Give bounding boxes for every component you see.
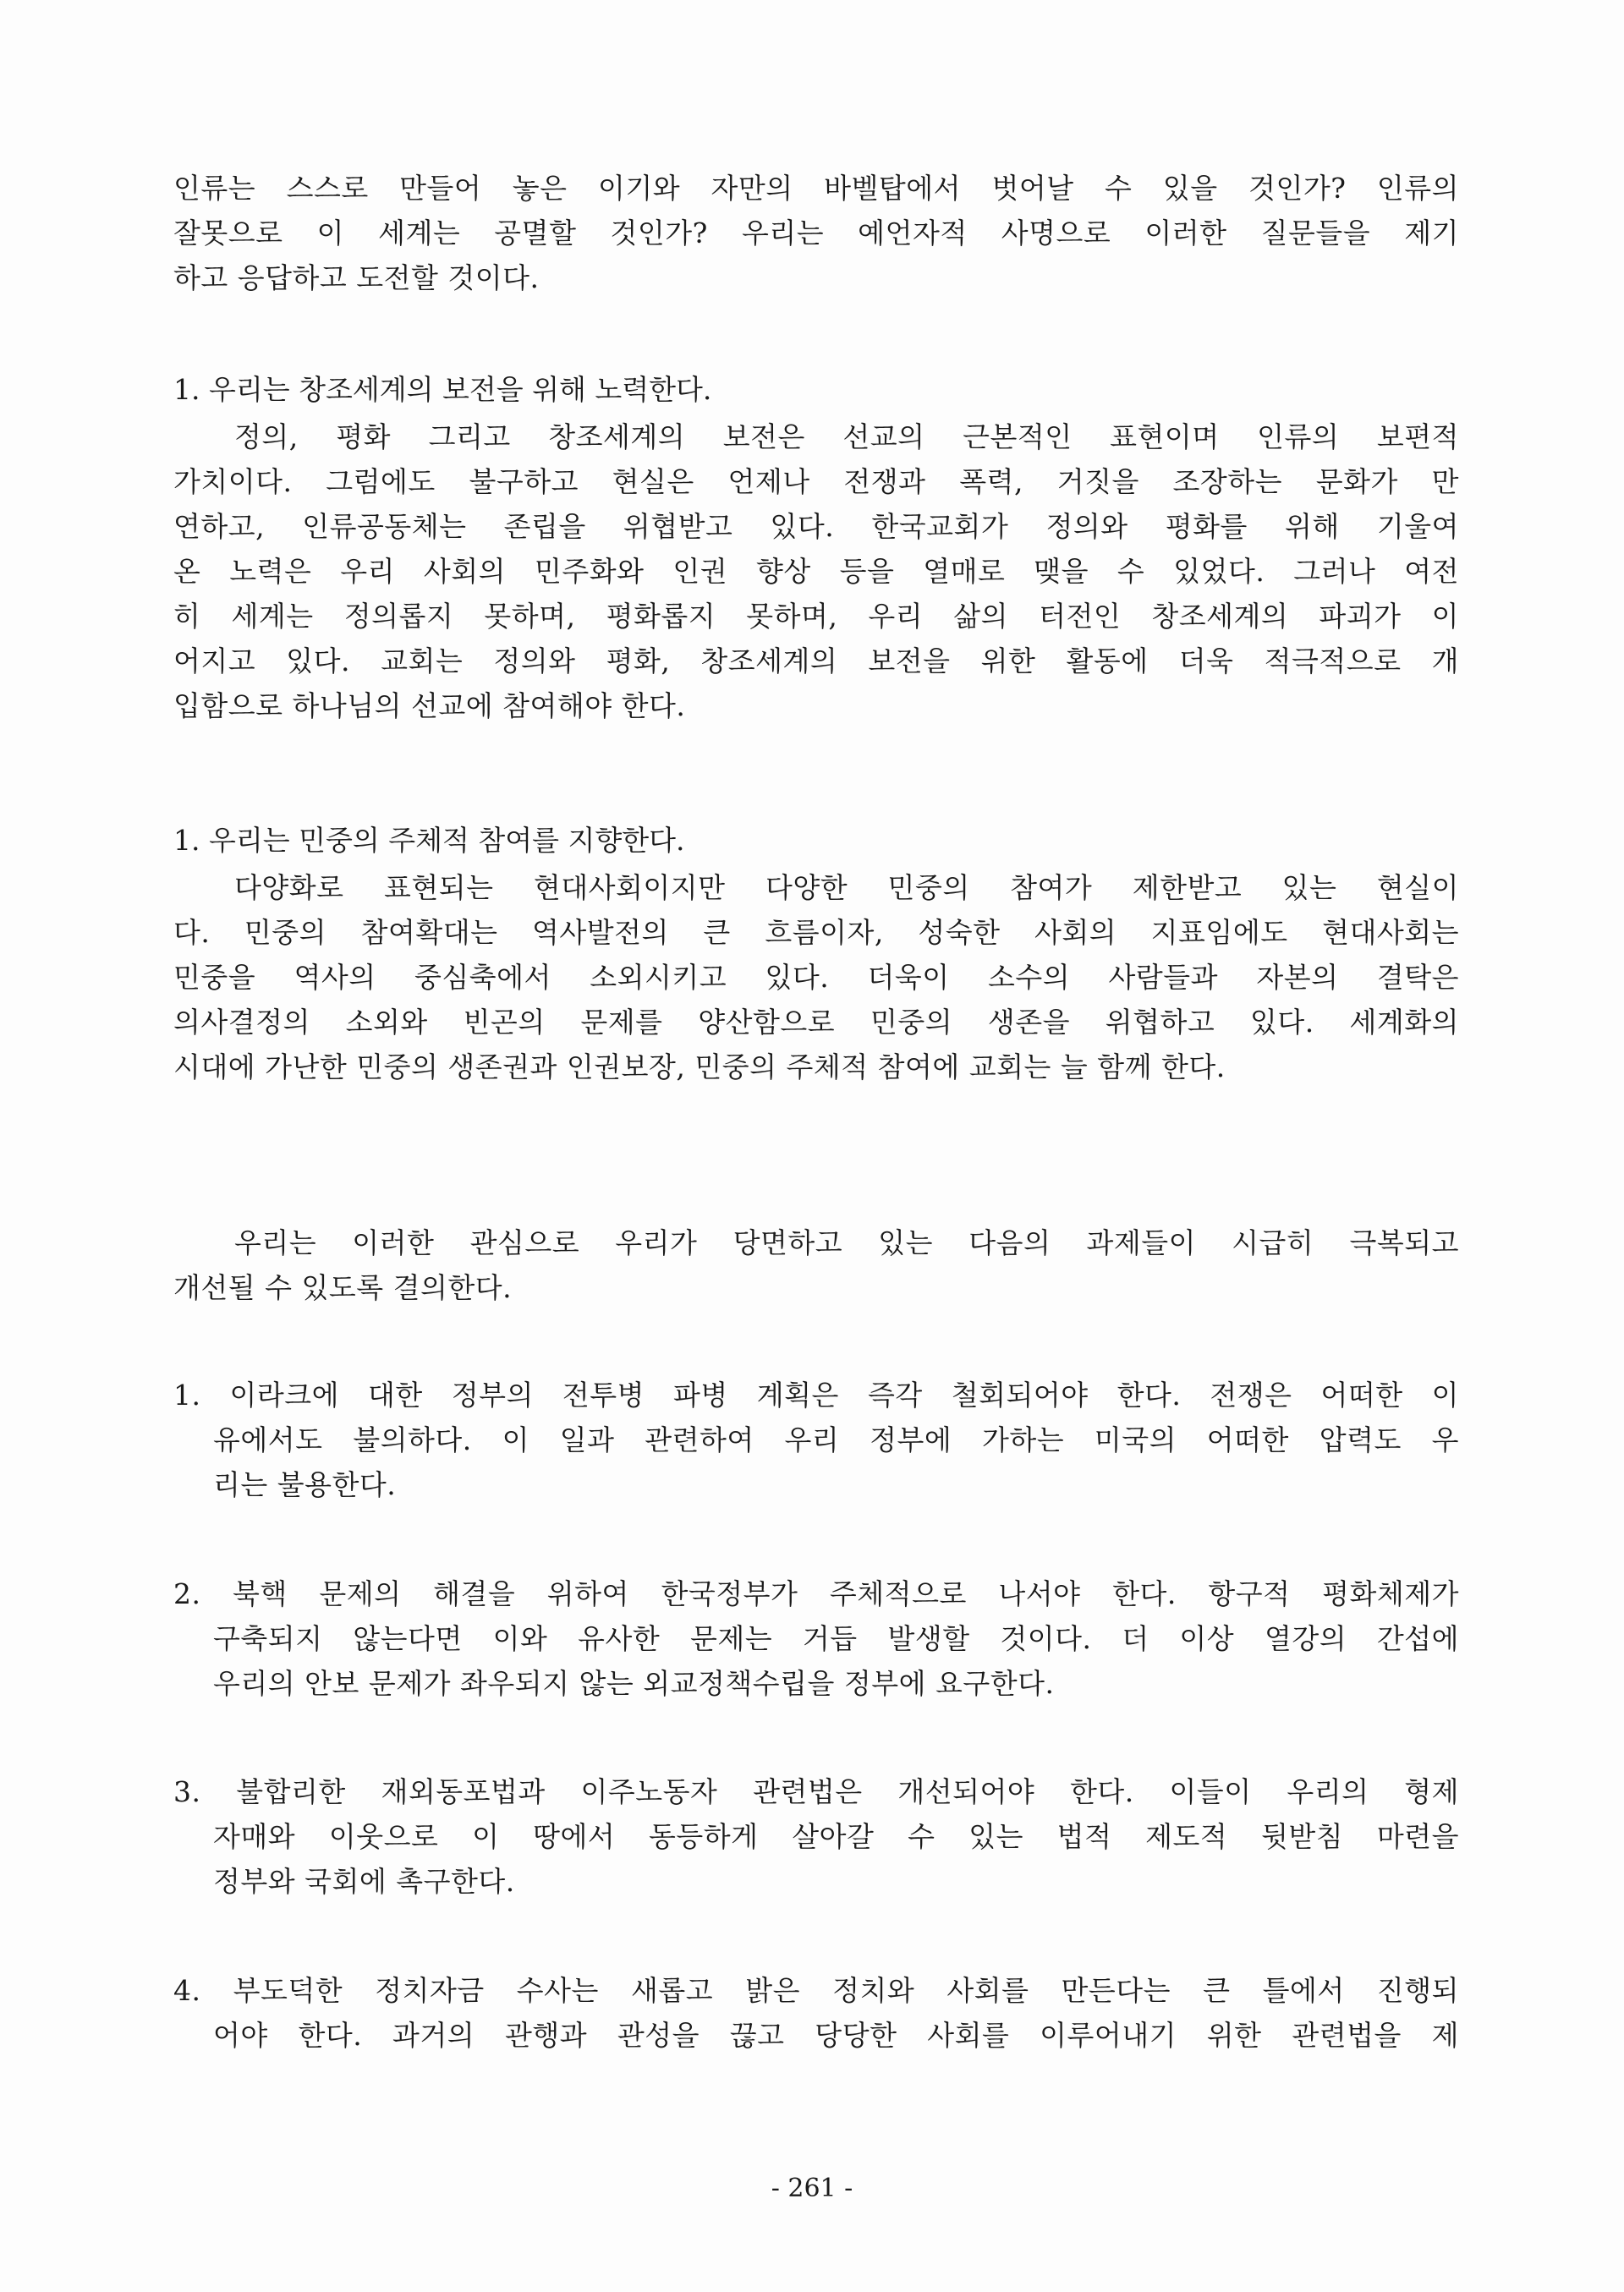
resolution-item-4	[173, 1968, 1459, 2013]
paragraph-line: 개선될 수 있도록 결의한다.	[173, 1271, 513, 1304]
resolution-paragraph	[173, 1220, 1459, 1310]
resolution-item-2-continuation	[213, 1616, 1459, 1706]
item-line: 우리의 안보 문제가 좌우되지 않는 외교정책수립을 정부에 요구한다.	[213, 1667, 1055, 1700]
paragraph-line: 민중을 역사의 중심축에서 소외시키고 있다. 더욱이 소수의 사람들과 자본의 결탁은	[173, 961, 1459, 994]
item-line: 구축되지 않는다면 이와 유사한 문제는 거듭 발생할 것이다. 더 이상 열강의 간섭에	[213, 1622, 1459, 1655]
item-line: 4. 부도덕한 정치자금 수사는 새롭고 밝은 정치와 사회를 만든다는 큰 틀에서 진행되	[173, 1974, 1459, 2007]
paragraph-line: 의사결정의 소외와 빈곤의 문제를 양산함으로 민중의 생존을 위협하고 있다. 세계화의	[173, 1006, 1459, 1039]
intro-paragraph	[173, 166, 1459, 300]
resolution-item-1	[173, 1373, 1459, 1417]
section-paragraph-minjung	[173, 865, 1459, 1089]
item-line: 2. 북핵 문제의 해결을 위하여 한국정부가 주체적으로 나서야 한다. 항구적 평화체제가	[173, 1577, 1459, 1610]
paragraph-line: 정의, 평화 그리고 창조세계의 보전은 선교의 근본적인 표현이며 인류의 보편적	[234, 420, 1459, 453]
item-line: 유에서도 불의하다. 이 일과 관련하여 우리 정부에 가하는 미국의 어떠한 압력도 우	[213, 1423, 1459, 1456]
paragraph-line: 하고 응답하고 도전할 것이다.	[173, 261, 540, 294]
paragraph-line: 시대에 가난한 민중의 생존권과 인권보장, 민중의 주체적 참여에 교회는 늘 함께 한다.	[173, 1050, 1226, 1083]
paragraph-line: 다양화로 표현되는 현대사회이지만 다양한 민중의 참여가 제한받고 있는 현실이	[234, 871, 1459, 904]
resolution-item-2	[173, 1571, 1459, 1616]
resolution-item-3-continuation	[213, 1814, 1459, 1904]
paragraph-line: 입함으로 하나님의 선교에 참여해야 한다.	[173, 689, 686, 722]
item-line: 3. 불합리한 재외동포법과 이주노동자 관련법은 개선되어야 한다. 이들이 우리의 형제	[173, 1775, 1459, 1808]
section-heading-creation: 1. 우리는 창조세계의 보전을 위해 노력한다.	[173, 373, 712, 406]
paragraph-line: 어지고 있다. 교회는 정의와 평화, 창조세계의 보전을 위한 활동에 더욱 적극적으로 개	[173, 644, 1459, 677]
paragraph-line: 우리는 이러한 관심으로 우리가 당면하고 있는 다음의 과제들이 시급히 극복되고	[234, 1226, 1459, 1259]
resolution-item-1-continuation	[213, 1417, 1459, 1507]
item-line: 리는 불용한다.	[213, 1468, 397, 1501]
item-line: 정부와 국회에 촉구한다.	[213, 1865, 515, 1898]
resolution-item-4-continuation	[213, 2013, 1459, 2058]
resolution-item-3	[173, 1769, 1459, 1814]
paragraph-line: 가치이다. 그럼에도 불구하고 현실은 언제나 전쟁과 폭력, 거짓을 조장하는 문화가 만	[173, 465, 1459, 498]
paragraph-line: 다. 민중의 참여확대는 역사발전의 큰 흐름이자, 성숙한 사회의 지표임에도 현대사회는	[173, 916, 1459, 949]
paragraph-line: 인류는 스스로 만들어 놓은 이기와 자만의 바벨탑에서 벗어날 수 있을 것인가? 인류의	[173, 172, 1459, 205]
item-line: 자매와 이웃으로 이 땅에서 동등하게 살아갈 수 있는 법적 제도적 뒷받침 마련을	[213, 1820, 1459, 1853]
paragraph-line: 잘못으로 이 세계는 공멸할 것인가? 우리는 예언자적 사명으로 이러한 질문들을 제기	[173, 217, 1459, 249]
page-number: - 261 -	[771, 2174, 853, 2203]
paragraph-line: 온 노력은 우리 사회의 민주화와 인권 향상 등을 열매로 맺을 수 있었다. 그러나 여전	[173, 555, 1459, 588]
item-line: 1. 이라크에 대한 정부의 전투병 파병 계획은 즉각 철회되어야 한다. 전쟁은 어떠한 이	[173, 1379, 1459, 1412]
paragraph-line: 연하고, 인류공동체는 존립을 위협받고 있다. 한국교회가 정의와 평화를 위해 기울여	[173, 510, 1459, 543]
section-paragraph-creation	[173, 414, 1459, 728]
item-line: 어야 한다. 과거의 관행과 관성을 끊고 당당한 사회를 이루어내기 위한 관련법을 제	[213, 2019, 1459, 2052]
section-heading-minjung: 1. 우리는 민중의 주체적 참여를 지향한다.	[173, 824, 685, 857]
paragraph-line: 히 세계는 정의롭지 못하며, 평화롭지 못하며, 우리 삶의 터전인 창조세계의 파괴가 이	[173, 600, 1459, 633]
